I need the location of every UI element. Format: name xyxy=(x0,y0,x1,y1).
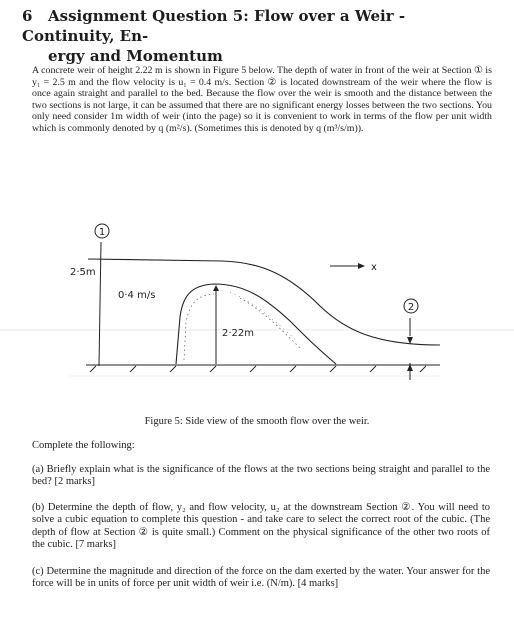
figure-caption: Figure 5: Side view of the smooth flow over the weir. xyxy=(144,416,370,427)
instructions-prompt: Complete the following: xyxy=(32,440,135,451)
intro-paragraph: A concrete weir of height 2.22 m is shown in Figure 5 below. The depth of water in front of the weir at Section ① is y₁ = 2.5 m and the flow velocity is u₁ = 0.4 m/s. Section ② is located downstream of the weir where the flow is once again straight and parallel to the bed. Because the flow over the weir is smooth and the distance between the two sections is not large, it can be assumed that there are no significant energy losses between the two sections. You only need consider 1m width of weir (into the page) so it is convenient to work in terms of the flow per unit width which is commonly denoted by q (m²/s). (Sometimes this is denoted by q (m³/s/m)). xyxy=(32,65,492,134)
upstream-velocity-label: 0·4 m/s xyxy=(118,290,156,301)
question-part-a: (a) Briefly explain what is the significance of the flows at the two sections being straight and parallel to the bed? [2 marks] xyxy=(32,464,490,488)
weir-fill-dots xyxy=(184,294,214,360)
question-part-c: (c) Determine the magnitude and direction of the force on the dam exerted by the water. Your answer for the force will be in units of force per unit width of weir i.e. (N/m). [4 marks] xyxy=(32,566,490,590)
x-axis-label: x xyxy=(371,262,377,273)
bed-hatching xyxy=(90,366,426,372)
section-1-line xyxy=(99,242,101,366)
section-title-line1: Assignment Question 5: Flow over a Weir - Continuity, En- xyxy=(22,7,406,45)
channel-bed xyxy=(86,365,440,366)
water-surface xyxy=(88,259,440,345)
section-2-arrowhead-top xyxy=(407,337,413,344)
section-title-line2: ergy and Momentum xyxy=(48,47,223,65)
section-1-label: 1 xyxy=(98,227,106,238)
x-axis-arrowhead xyxy=(358,263,365,269)
weir-sketch xyxy=(0,218,514,394)
weir-height-label: 2·22m xyxy=(222,328,255,339)
weir-height-arrowhead xyxy=(213,285,219,291)
section-number: 6 xyxy=(22,7,33,25)
upstream-depth-label: 2·5m xyxy=(70,267,96,278)
weir-outline xyxy=(176,284,336,364)
section-heading xyxy=(22,6,502,66)
weir-figure xyxy=(0,218,514,394)
question-part-b: (b) Determine the depth of flow, y₂ and flow velocity, u₂ at the downstream Section ②. You will need to solve a cubic equation to complete this question - and take care to select the correct root of the cubic. (The depth of flow at Section ② is quite small.) Comment on the physical significance of the other two roots of the cubic. [7 marks] xyxy=(32,502,490,551)
section-2-label: 2 xyxy=(407,302,415,313)
weir-fill-dots xyxy=(240,298,300,348)
